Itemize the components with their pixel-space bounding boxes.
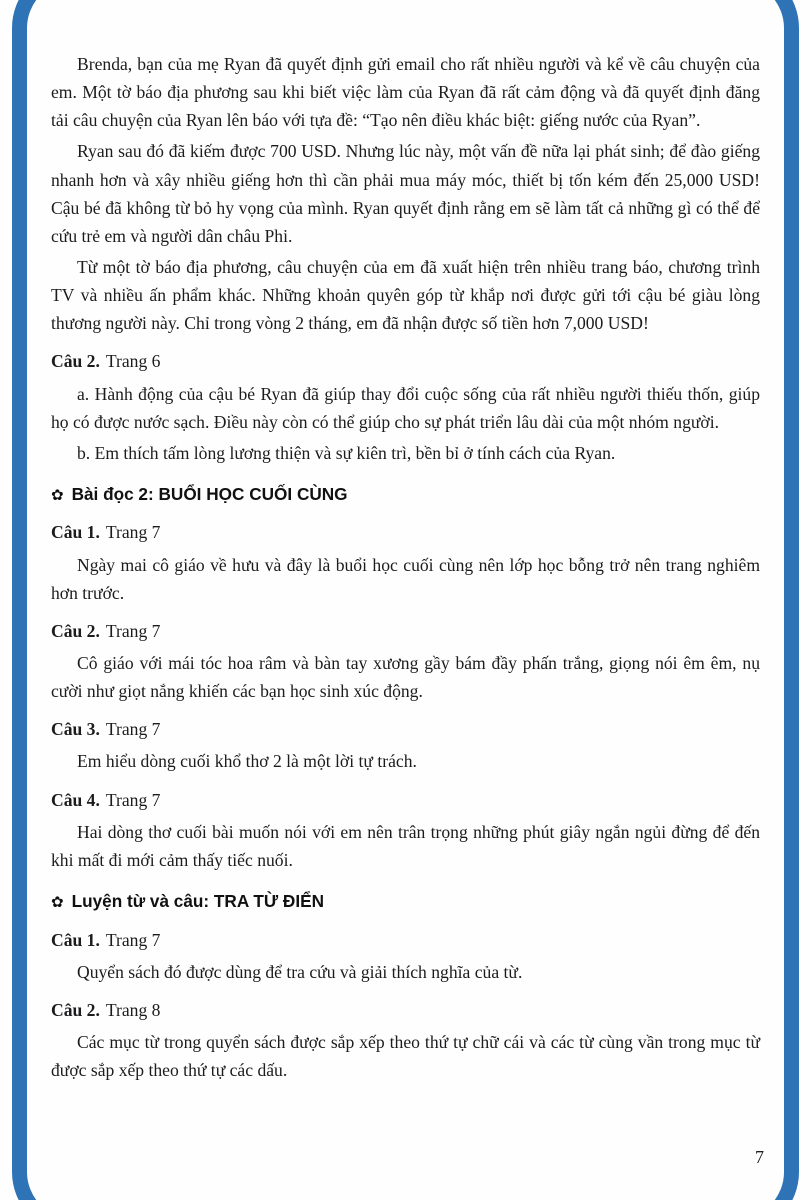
question-heading bbox=[51, 786, 760, 814]
question-heading bbox=[51, 518, 760, 546]
question-page-ref: Trang 7 bbox=[105, 789, 161, 810]
question-number: Câu 4. bbox=[51, 789, 100, 810]
paragraph: Ngày mai cô giáo về hưu và đây là buổi học cuối cùng nên lớp học bỗng trở nên trang nghiêm hơn trước. bbox=[51, 554, 760, 603]
question-number: Câu 2. bbox=[51, 351, 100, 372]
question-heading bbox=[51, 996, 760, 1024]
flower-bullet-icon: ✿ bbox=[51, 486, 64, 504]
section-heading bbox=[51, 888, 760, 916]
question-heading bbox=[51, 926, 760, 954]
question-heading bbox=[51, 715, 760, 743]
page-number: 7 bbox=[755, 1147, 764, 1167]
question-page-ref: Trang 8 bbox=[105, 999, 161, 1020]
section-title: Bài đọc 2: BUỔI HỌC CUỐI CÙNG bbox=[71, 483, 348, 504]
paragraph: Hai dòng thơ cuối bài muốn nói với em nên trân trọng những phút giây ngắn ngủi đừng để đến khi mất đi mới cảm thấy tiếc nuối. bbox=[51, 821, 760, 870]
question-number: Câu 2. bbox=[51, 620, 100, 641]
question-heading bbox=[51, 347, 760, 375]
paragraph: Ryan sau đó đã kiếm được 700 USD. Nhưng lúc này, một vấn đề nữa lại phát sinh; để đào giếng nhanh hơn và xây nhiều giếng hơn thì cần phải mua máy móc, thiết bị tốn kém đến 25,000 USD! Cậu bé đã không từ bỏ hy vọng của mình. Ryan quyết định rằng em sẽ làm tất cả những gì có thể để cứu trẻ em và người dân châu Phi. bbox=[51, 141, 760, 246]
question-page-ref: Trang 7 bbox=[105, 522, 161, 543]
question-number: Câu 1. bbox=[51, 522, 100, 543]
question-number: Câu 3. bbox=[51, 719, 100, 740]
flower-bullet-icon: ✿ bbox=[51, 894, 64, 912]
section-title: Luyện từ và câu: TRA TỪ ĐIỂN bbox=[71, 891, 324, 912]
paragraph: Brenda, bạn của mẹ Ryan đã quyết định gửi email cho rất nhiều người và kể về câu chuyện của em. Một tờ báo địa phương sau khi biết việc làm của Ryan đã rất cảm động và đã quyết định đăng tải câu chuyện của Ryan lên báo với tựa đề: “Tạo nên điều khác biệt: giếng nước của Ryan”. bbox=[51, 54, 760, 131]
paragraph: Cô giáo với mái tóc hoa râm và bàn tay xương gầy bám đầy phấn trắng, giọng nói êm êm, nụ cười như giọt nắng khiến các bạn học sinh xúc động. bbox=[51, 653, 760, 702]
paragraph: a. Hành động của cậu bé Ryan đã giúp thay đổi cuộc sống của rất nhiều người thiếu thốn, giúp họ có được nước sạch. Điều này còn có thể giúp cho sự phát triển lâu dài của một nhóm người. bbox=[51, 383, 760, 432]
paragraph: Em hiểu dòng cuối khổ thơ 2 là một lời tự trách. bbox=[77, 751, 417, 772]
question-page-ref: Trang 7 bbox=[105, 620, 161, 641]
paragraph: b. Em thích tấm lòng lương thiện và sự kiên trì, bền bỉ ở tính cách của Ryan. bbox=[77, 442, 616, 463]
question-heading bbox=[51, 617, 760, 645]
question-page-ref: Trang 7 bbox=[105, 719, 161, 740]
question-number: Câu 2. bbox=[51, 999, 100, 1020]
paragraph: Từ một tờ báo địa phương, câu chuyện của em đã xuất hiện trên nhiều trang báo, chương trình TV và nhiều ấn phẩm khác. Những khoản quyên góp từ khắp nơi được gửi tới cậu bé giàu lòng thương người này. Chỉ trong vòng 2 tháng, em đã nhận được số tiền hơn 7,000 USD! bbox=[51, 256, 760, 334]
paragraph: Quyển sách đó được dùng để tra cứu và giải thích nghĩa của từ. bbox=[77, 961, 523, 982]
question-page-ref: Trang 6 bbox=[105, 351, 161, 372]
paragraph: Các mục từ trong quyển sách được sắp xếp theo thứ tự chữ cái và các từ cùng vần trong mục từ được sắp xếp theo thứ tự các dấu. bbox=[51, 1031, 760, 1081]
section-heading bbox=[51, 481, 760, 509]
question-page-ref: Trang 7 bbox=[105, 929, 161, 950]
question-number: Câu 1. bbox=[51, 929, 100, 950]
